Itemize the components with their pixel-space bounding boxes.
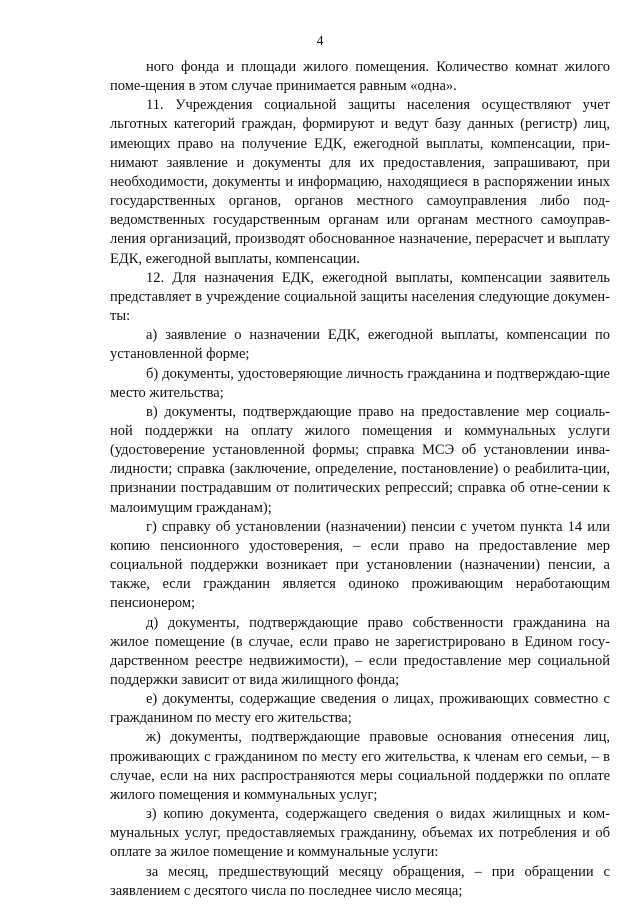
list-item-v: в) документы, подтверждающие право на предоставление мер социаль-ной поддержки на оплату жилого помещения и коммунальных услуги (удостоверение установленной формы; справка МСЭ об установлении инва-лидности; справка (заключение, определение, постановление) о реабилита-ции, признании пострадавшим от политических репрессий; справка об отне-сении к малоимущим гражданам); xyxy=(110,403,610,516)
page-number: 4 xyxy=(316,34,324,49)
paragraph-12: 12. Для назначения ЕДК, ежегодной выплаты, компенсации заявитель представляет в учреждение социальной защиты населения следующие докумен-ты: xyxy=(110,269,610,325)
list-item-e: е) документы, содержащие сведения о лицах, проживающих совместно с гражданином по месту его жительства; xyxy=(110,691,610,727)
sub-item-previous-month: за месяц, предшествующий месяцу обращения, – при обращении с заявлением с десятого числа по последнее число месяца; xyxy=(110,863,610,899)
list-item-d: д) документы, подтверждающие право собственности гражданина на жилое помещение (в случае, если право не зарегистрировано в Едином госу-дарственном реестре недвижимости), – если предоставление мер социальной поддержки зависит от вида жилищного фонда; xyxy=(110,614,610,688)
list-item-b: б) документы, удостоверяющие личность гражданина и подтверждаю-щие место жительства; xyxy=(110,365,610,401)
list-item-a: а) заявление о назначении ЕДК, ежегодной выплаты, компенсации по установленной форме; xyxy=(110,327,610,363)
list-item-g: г) справку об установлении (назначении) пенсии с учетом пункта 14 или копию пенсионного удостоверения, – если право на предоставление мер социальной поддержки возникает при установлении (назначении) пенсии, а также, если гражданин является одиноко проживающим неработающим пенсионером; xyxy=(110,518,610,612)
list-item-z: з) копию документа, содержащего сведения о видах жилищных и ком-мунальных услуг, предоставляемых гражданину, объемах их потребления и об оплате за жилое помещение и коммунальные услуги: xyxy=(110,806,610,861)
paragraph-11: 11. Учреждения социальной защиты населения осуществляют учет льготных категорий граждан, формируют и ведут базу данных (регистр) лиц, имеющих право на получение ЕДК, ежегодной выплаты, компенсации, при-нимают заявление и документы для их предоставления, запрашивают, при необходимости, документы и информацию, находящиеся в распоряжении иных государственных органов, органов местного самоуправления либо под-ведомственных государственным органам или органам местного самоуправ-ления организаций, производят обоснованное назначение, перерасчет и выплату ЕДК, ежегодной выплаты, компенсации. xyxy=(110,97,610,267)
list-item-zh: ж) документы, подтверждающие правовые основания отнесения лиц, проживающих с гражданином по месту его жительства, к членам его семьи, – в случае, если на них распространяются меры социальной поддержки по оплате жилого помещения и коммунальных услуг; xyxy=(110,729,610,803)
paragraph-continuation: ного фонда и площади жилого помещения. Количество комнат жилого поме-щения в этом случае принимается равным «одна». xyxy=(110,59,610,95)
document-body xyxy=(110,58,610,901)
